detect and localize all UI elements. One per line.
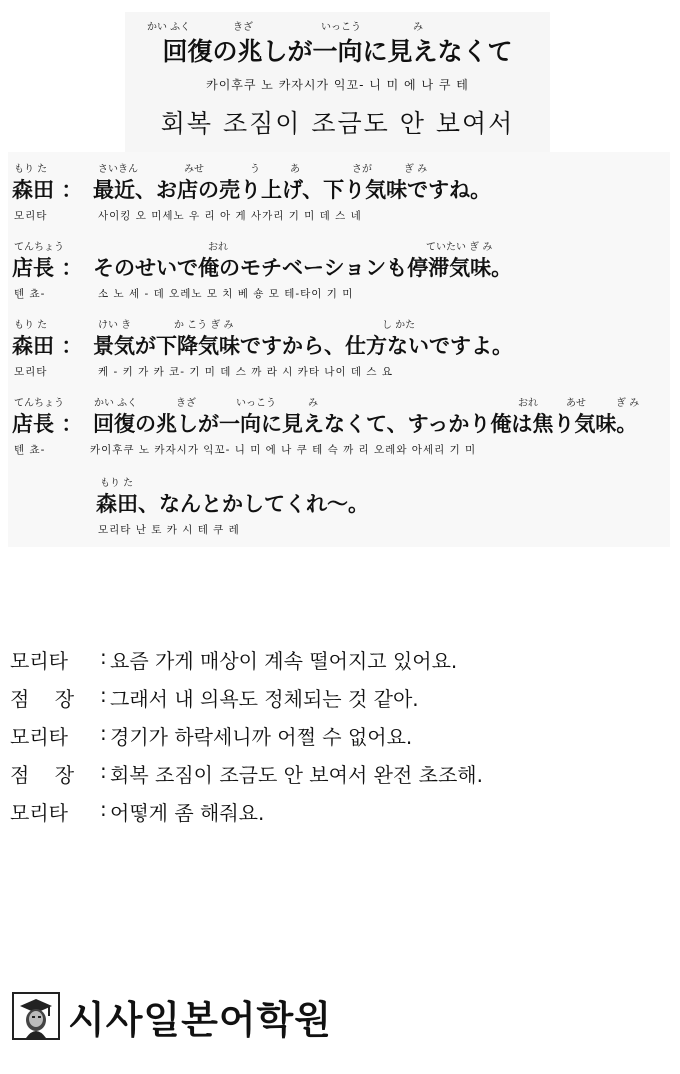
furigana: み	[308, 398, 318, 409]
speaker-name: 森田 ：	[12, 334, 83, 358]
translation-text: 경기가 하락세니까 어쩔 수 없어요.	[110, 725, 413, 749]
dialogue-text: 景気が下降気味ですから、仕方ないですよ。	[93, 334, 513, 358]
translation-row	[10, 683, 670, 721]
translation-speaker: 점 장	[10, 687, 75, 711]
translation-colon: :	[100, 645, 107, 669]
translation-row	[10, 759, 670, 797]
title-korean: 회복 조짐이 조금도 안 보여서	[160, 109, 515, 138]
furigana: いっこう	[236, 398, 276, 409]
speaker-reading: 모리타	[14, 210, 48, 222]
speaker-name: 店長 ：	[12, 412, 83, 436]
translation-colon: :	[100, 759, 107, 783]
speaker-name: 森田 ：	[12, 178, 83, 202]
dialogue-line	[8, 474, 670, 554]
dialogue-reading: 카이후쿠 노 카자시가 익꼬- 니 미 에 나 쿠 테 슥 까 리 오레와 아세리 기 미	[90, 444, 477, 456]
furigana: み	[413, 22, 423, 33]
dialogue-reading: 소 노 세 - 데 오레노 모 치 베 숑 모 테-타이 기 미	[98, 288, 354, 300]
furigana: さいきん	[98, 164, 138, 175]
furigana: かい ふく	[147, 22, 191, 33]
furigana: ぎ み	[404, 164, 428, 175]
translation-row	[10, 797, 670, 835]
furigana: う	[250, 164, 260, 175]
dialogue-reading: 케 - 키 가 카 코- 기 미 데 스 까 라 시 카타 나이 데 스 요	[98, 366, 394, 378]
title-panel	[125, 12, 550, 152]
dialogue-line	[8, 316, 670, 396]
dialogue-reading: 모리타 난 토 카 시 테 쿠 레	[98, 524, 240, 536]
speaker-furigana: もり た	[14, 164, 48, 175]
translation-text: 요즘 가게 매상이 계속 떨어지고 있어요.	[110, 649, 458, 673]
translation-text: 어떻게 좀 해줘요.	[110, 801, 265, 825]
dialogue-reading: 사이킹 오 미세노 우 리 아 게 사가리 기 미 데 스 네	[98, 210, 362, 222]
translation-speaker: 점 장	[10, 763, 75, 787]
translation-list	[10, 645, 670, 835]
furigana: きざ	[233, 22, 253, 33]
translation-text: 회복 조짐이 조금도 안 보여서 완전 초조해.	[110, 763, 483, 787]
dialogue-panel	[8, 152, 670, 547]
title-japanese: 回復の兆しが一向に見えなくて	[162, 37, 513, 66]
furigana: かい ふく	[94, 398, 138, 409]
dialogue-text: 回復の兆しが一向に見えなくて、すっかり俺は焦り気味。	[93, 412, 638, 436]
furigana: おれ	[208, 242, 228, 253]
dialogue-text: 森田、なんとかしてくれ～。	[96, 492, 369, 516]
furigana: いっこう	[321, 22, 361, 33]
speaker-furigana: てんちょう	[14, 242, 64, 253]
speaker-name: 店長 ：	[12, 256, 83, 280]
furigana: か こう ぎ み	[174, 320, 234, 331]
dialogue-line	[8, 160, 670, 240]
furigana: もり た	[100, 478, 134, 489]
furigana: ぎ み	[616, 398, 640, 409]
translation-text: 그래서 내 의욕도 정체되는 것 같아.	[110, 687, 419, 711]
speaker-reading: 텐 쵸-	[14, 288, 46, 300]
translation-speaker: 모리타	[10, 649, 68, 673]
furigana: あ	[290, 164, 300, 175]
translation-speaker: 모리타	[10, 801, 68, 825]
dialogue-text: そのせいで俺のモチベーションも停滞気味。	[93, 256, 513, 280]
furigana: きざ	[176, 398, 196, 409]
title-furigana-row	[125, 18, 550, 32]
furigana: けい き	[98, 320, 132, 331]
dialogue-line	[8, 238, 670, 318]
furigana: さが	[352, 164, 372, 175]
translation-row	[10, 645, 670, 683]
brand-logo	[12, 990, 332, 1042]
title-reading: 카이후쿠 노 카자시가 익꼬- 니 미 에 나 쿠 테	[206, 78, 469, 92]
furigana: ていたい ぎ み	[426, 242, 493, 253]
furigana: あせ	[566, 398, 586, 409]
translation-colon: :	[100, 721, 107, 745]
translation-speaker: 모리타	[10, 725, 68, 749]
speaker-reading: 텐 쵸-	[14, 444, 46, 456]
speaker-furigana: もり た	[14, 320, 48, 331]
furigana: みせ	[184, 164, 204, 175]
speaker-reading: 모리타	[14, 366, 48, 378]
furigana: し かた	[382, 320, 416, 331]
scholar-emblem-icon	[12, 992, 60, 1040]
translation-row	[10, 721, 670, 759]
brand-name: 시사일본어학원	[68, 997, 332, 1042]
furigana: おれ	[518, 398, 538, 409]
dialogue-text: 最近、お店の売り上げ、下り気味ですね。	[93, 178, 492, 202]
speaker-furigana: てんちょう	[14, 398, 64, 409]
translation-colon: :	[100, 797, 107, 821]
dialogue-line	[8, 394, 670, 474]
translation-colon: :	[100, 683, 107, 707]
